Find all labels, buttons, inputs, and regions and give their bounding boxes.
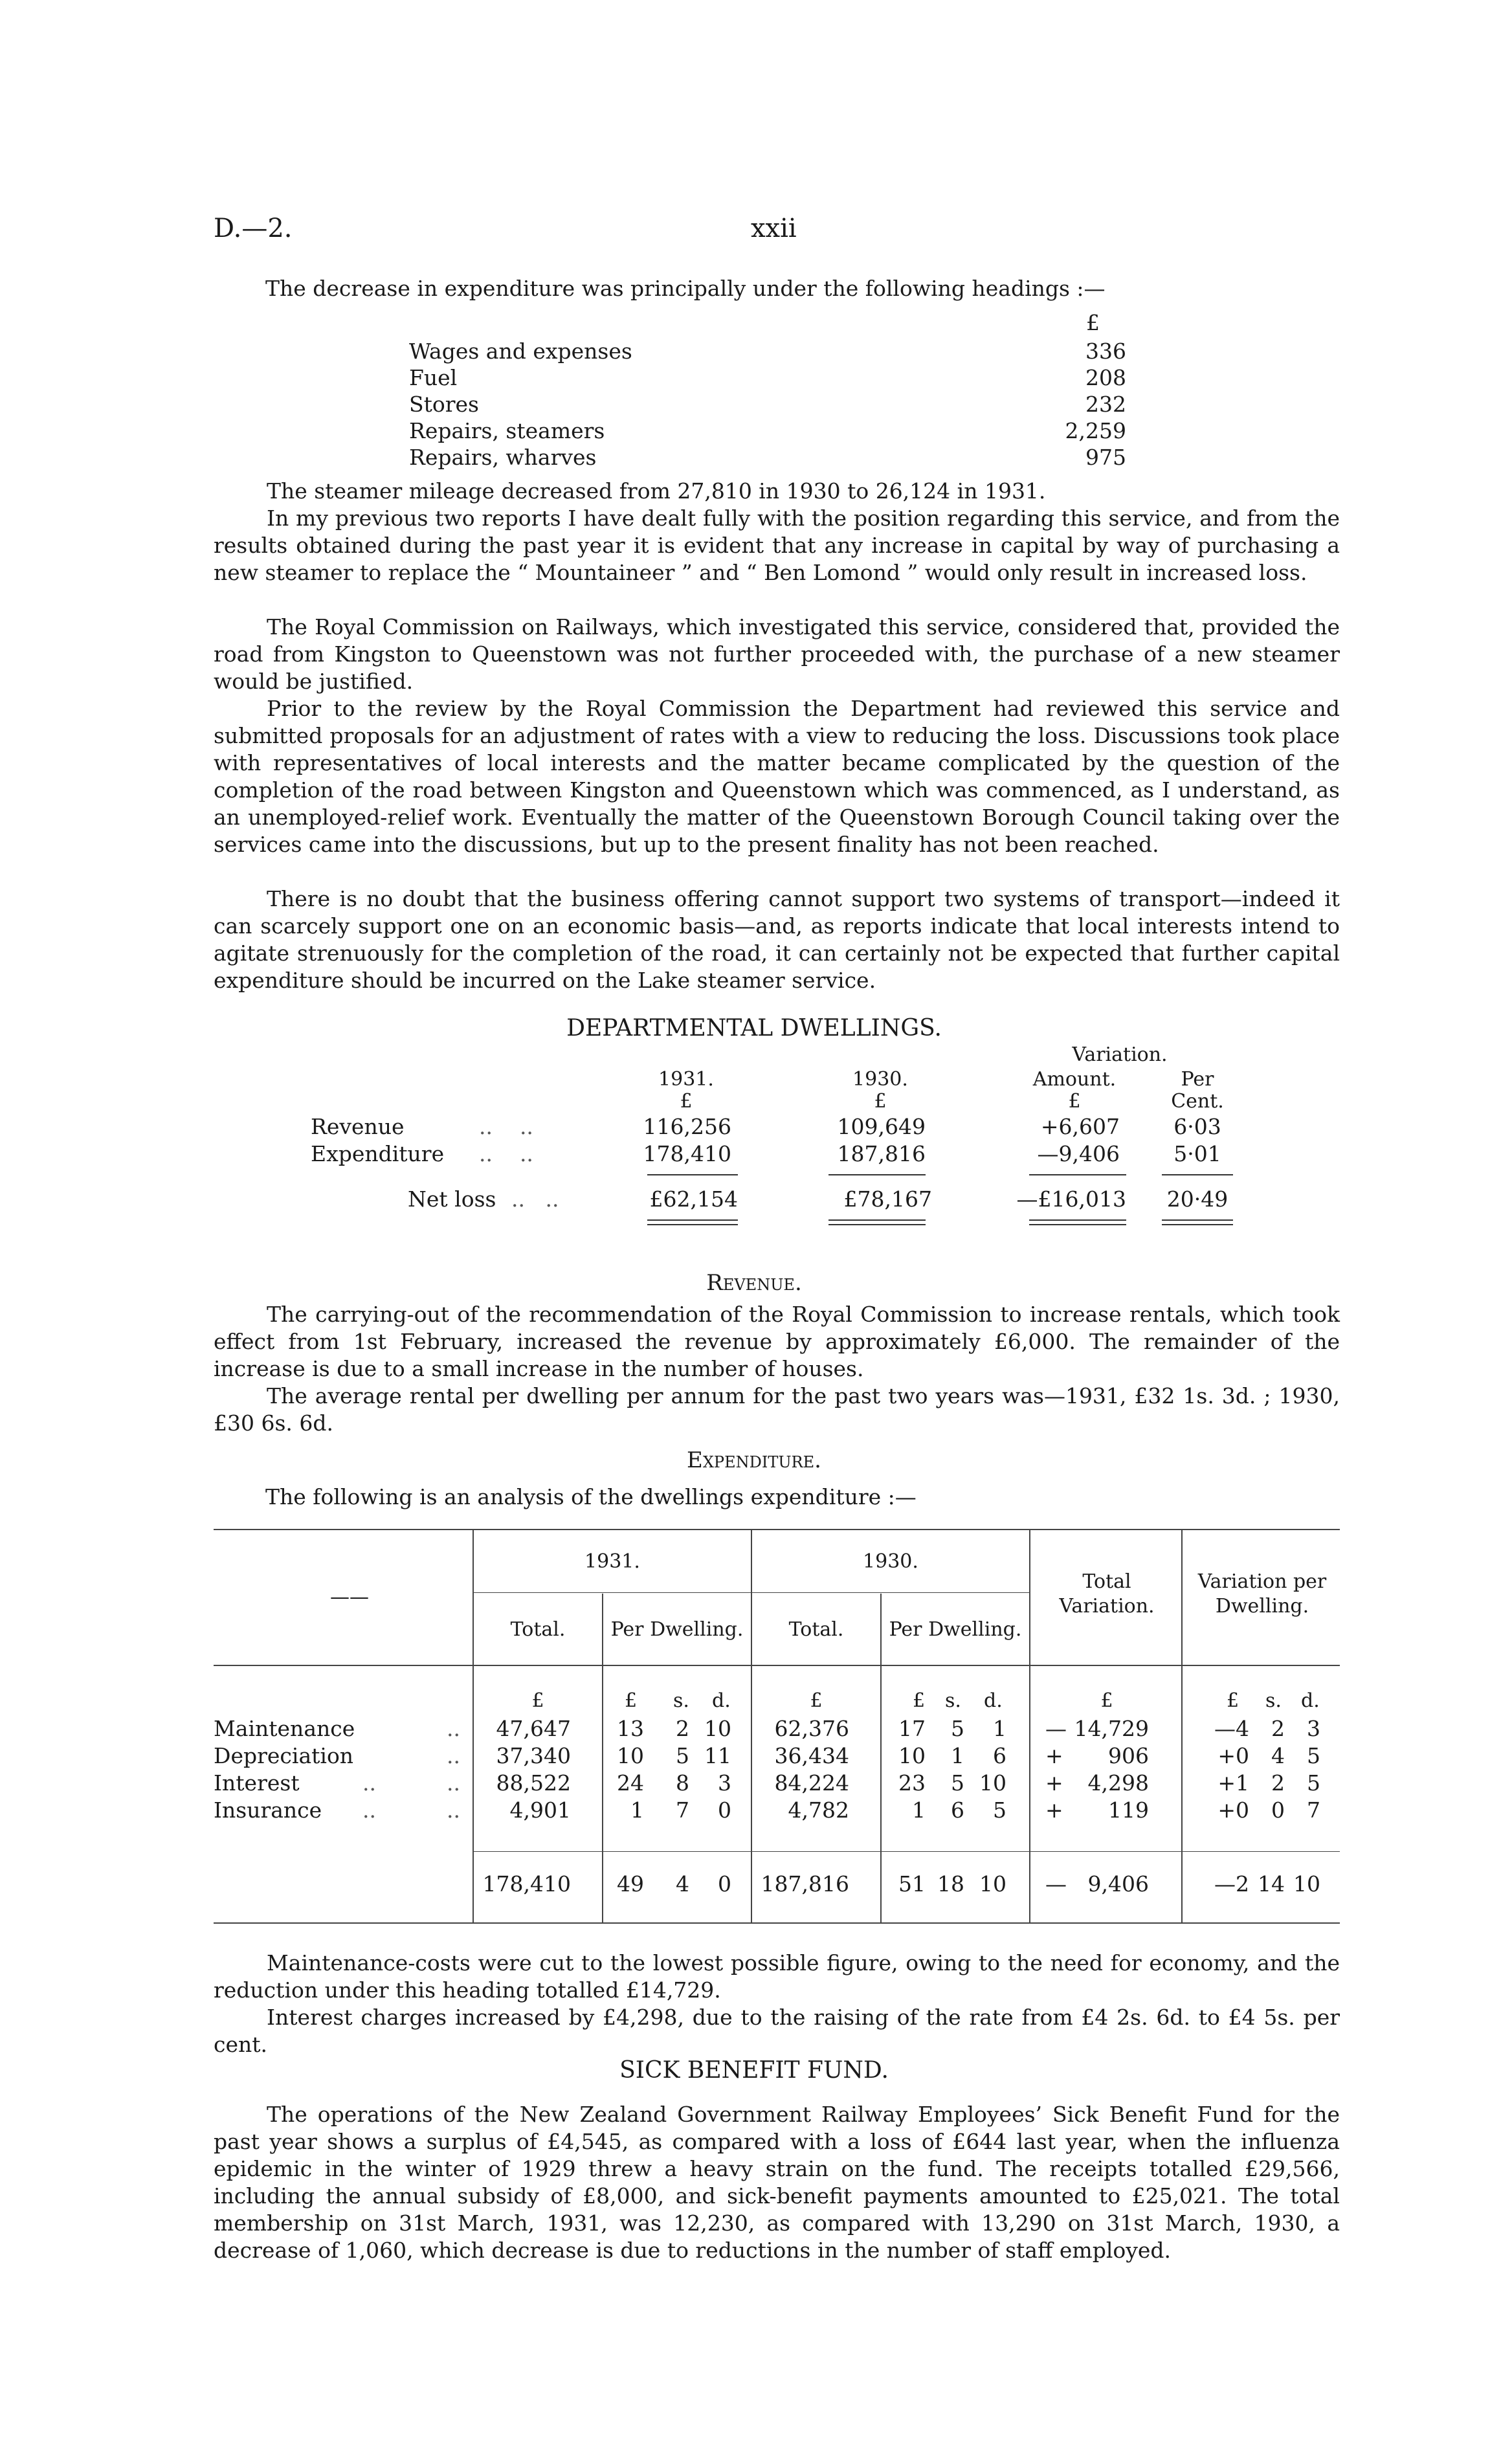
expenditure-percent: 5·01 (1173, 1141, 1221, 1166)
leader-dots: .. (362, 1797, 376, 1823)
unit-pd-1931-s: s. (673, 1689, 689, 1712)
insurance-vpd-shillings: 0 (1271, 1797, 1285, 1823)
interest-total-1931: 88,522 (496, 1770, 571, 1796)
col-1931-heading: 1931. (658, 1068, 714, 1091)
pound-unit: £ (1086, 310, 1100, 335)
revenue-1931: 116,256 (643, 1114, 731, 1139)
totals-rule (472, 1851, 1340, 1852)
interest-pd1931-pounds: 24 (617, 1770, 644, 1796)
leader-dots: .. (447, 1716, 460, 1741)
interest-vpd-pounds: +1 (1217, 1770, 1249, 1796)
unit-total-variation: £ (1100, 1689, 1113, 1712)
insurance-pd1930-pence: 5 (993, 1797, 1006, 1823)
depreciation-vpd-pence: 5 (1307, 1743, 1320, 1768)
double-rule (1029, 1219, 1126, 1221)
table-top-rule (214, 1529, 1340, 1530)
depreciation-pd1931-pence: 11 (704, 1743, 731, 1768)
variation-per-dwelling-header: Variation per Dwelling. (1197, 1570, 1327, 1618)
unit-amount: £ (1068, 1090, 1081, 1113)
leader-dots: .. .. (479, 1114, 533, 1139)
interest-vpd-pence: 5 (1307, 1770, 1320, 1796)
totals-vpd-shillings: 14 (1258, 1871, 1285, 1897)
insurance-vpd-pounds: +0 (1217, 1797, 1249, 1823)
totals-1931: 178,410 (482, 1871, 571, 1897)
leader-dots: .. .. (511, 1186, 559, 1212)
revenue-heading: Revenue. (706, 1270, 802, 1296)
depreciation-pd1931-pounds: 10 (617, 1743, 644, 1768)
interest-vpd-shillings: 2 (1271, 1770, 1285, 1796)
interest-pd1930-pence: 10 (979, 1770, 1006, 1796)
col-1930-heading: 1930. (852, 1068, 908, 1091)
dwellings-title: DEPARTMENTAL DWELLINGS. (566, 1015, 942, 1041)
totals-tv-sign: — (1045, 1871, 1067, 1897)
totals-1930: 187,816 (761, 1871, 849, 1897)
interest-tv-sign: + (1045, 1770, 1063, 1796)
decrease-value-repairs-wharves: 975 (1085, 445, 1126, 470)
unit-1931: £ (680, 1090, 693, 1113)
header-bottom-rule (214, 1665, 1340, 1666)
totals-vpd-pence: 10 (1293, 1871, 1320, 1897)
expenditure-amount: —9,406 (1037, 1141, 1120, 1166)
insurance-total-variation: 119 (1108, 1797, 1149, 1823)
paragraph-previous-reports: In my previous two reports I have dealt fully with the position regarding this service, and from the results obtained during the past year it is evident that any increase in capital by way of purchasing a new steamer to replace the “ Mountaineer ” and “ Ben Lomond ” would only result in increased loss. (214, 506, 1340, 585)
depreciation-vpd-pounds: +0 (1217, 1743, 1249, 1768)
row-label-maintenance: Maintenance (214, 1716, 355, 1741)
maintenance-pd1930-pence: 1 (993, 1716, 1006, 1741)
decrease-label-repairs-steamers: Repairs, steamers (409, 418, 605, 443)
expenditure-heading: Expenditure. (687, 1447, 821, 1473)
col-amount-heading: Amount. (1032, 1068, 1117, 1091)
depreciation-total-1931: 37,340 (496, 1743, 571, 1768)
net-loss-amount: —£16,013 (1016, 1186, 1126, 1212)
unit-pd-1931-d: d. (712, 1689, 731, 1712)
maintenance-pd1931-pounds: 13 (617, 1716, 644, 1741)
insurance-vpd-pence: 7 (1307, 1797, 1320, 1823)
col-per-heading: Per (1181, 1068, 1214, 1091)
insurance-tv-sign: + (1045, 1797, 1063, 1823)
interest-total-variation: 4,298 (1087, 1770, 1149, 1796)
expenditure-1930: 187,816 (837, 1141, 926, 1166)
maintenance-pd1930-shillings: 5 (951, 1716, 964, 1741)
depreciation-pd1930-pounds: 10 (898, 1743, 926, 1768)
decrease-value-fuel: 208 (1085, 365, 1126, 390)
year-1931-header: 1931. (584, 1550, 640, 1573)
subtotal-rule (828, 1174, 926, 1175)
leader-dots: .. (362, 1770, 376, 1796)
maintenance-tv-sign: — (1045, 1716, 1067, 1741)
double-rule (647, 1224, 738, 1225)
interest-total-1930: 84,224 (774, 1770, 849, 1796)
column-rule (1029, 1529, 1030, 1924)
double-rule (647, 1219, 738, 1221)
unit-pd-1930-d: d. (984, 1689, 1003, 1712)
net-loss-percent: 20·49 (1166, 1186, 1228, 1212)
leader-dots: .. .. (479, 1141, 533, 1166)
maintenance-total-variation: 14,729 (1074, 1716, 1149, 1741)
paragraph-average-rental: The average rental per dwelling per annum for the past two years was—1931, £32 1s. 3d. ; 1930, £30 6s. 6d. (214, 1383, 1340, 1436)
unit-pd-1930-pound: £ (913, 1689, 926, 1712)
decrease-label-fuel: Fuel (409, 365, 458, 390)
expenditure-1931: 178,410 (643, 1141, 731, 1166)
revenue-percent: 6·03 (1173, 1114, 1221, 1139)
leader-dots: .. (447, 1743, 460, 1768)
maintenance-vpd-shillings: 2 (1271, 1716, 1285, 1741)
decrease-label-wages: Wages and expenses (409, 339, 632, 364)
table-bottom-rule (214, 1922, 1340, 1924)
depreciation-pd1930-shillings: 1 (951, 1743, 964, 1768)
insurance-pd1930-shillings: 6 (951, 1797, 964, 1823)
maintenance-total-1930: 62,376 (774, 1716, 849, 1741)
net-loss-1931: £62,154 (649, 1186, 738, 1212)
double-rule (828, 1219, 926, 1221)
paragraph-sick-benefit: The operations of the New Zealand Government Railway Employees’ Sick Benefit Fund for the past year shows a surplus of £4,545, as compared with a loss of £644 last year, when the influenza epidemic in the winter of 1929 threw a heavy strain on the fund. The receipts totalled £29,566, including the annual subsidy of £8,000, and sick-benefit payments amounted to £25,021. The total membership on 31st March, 1931, was 12,230, as compared with 13,290 on 31st March, 1930, a decrease of 1,060, which decrease is due to reductions in the number of staff employed. (214, 2102, 1340, 2263)
interest-pd1930-pounds: 23 (898, 1770, 926, 1796)
year-1930-header: 1930. (863, 1550, 918, 1573)
subtotal-rule (1162, 1174, 1233, 1175)
totals-total-variation: 9,406 (1087, 1871, 1149, 1897)
paragraph-royal-commission: The Royal Commission on Railways, which investigated this service, considered that, provided the road from Kingston to Queenstown was not further proceeded with, the purchase of a new steamer would be justified. (214, 614, 1340, 694)
totals-pd1930-shillings: 18 (937, 1871, 964, 1897)
subtotal-rule (1029, 1174, 1126, 1175)
decrease-value-stores: 232 (1085, 392, 1126, 417)
column-rule (602, 1594, 603, 1924)
depreciation-total-1930: 36,434 (774, 1743, 849, 1768)
row-label-expenditure: Expenditure (311, 1141, 445, 1166)
intro-text: The decrease in expenditure was principally under the following headings :— (265, 276, 1106, 301)
paragraph-steamer-mileage: The steamer mileage decreased from 27,810 in 1930 to 26,124 in 1931. (267, 478, 1046, 504)
column-rule (1181, 1529, 1183, 1924)
unit-total-1930: £ (810, 1689, 823, 1712)
depreciation-tv-sign: + (1045, 1743, 1063, 1768)
decrease-label-stores: Stores (409, 392, 479, 417)
row-label-insurance: Insurance (214, 1797, 322, 1823)
paragraph-no-doubt: There is no doubt that the business offering cannot support two systems of transport—indeed it can scarcely support one on an economic basis—and, as reports indicate that local interests intend to agitate strenuously for the completion of the road, it can certainly not be expected that further capital expenditure should be incurred on the Lake steamer service. (214, 886, 1340, 993)
double-rule (1029, 1224, 1126, 1225)
unit-total-1931: £ (531, 1689, 544, 1712)
paragraph-revenue-rentals: The carrying-out of the recommendation of the Royal Commission to increase rentals, which took effect from 1st February, increased the revenue by approximately £6,000. The remainder of the increase is due to a small increase in the number of houses. (214, 1302, 1340, 1381)
totals-pd1930-pounds: 51 (898, 1871, 926, 1897)
subtotal-rule (647, 1174, 738, 1175)
row-label-interest: Interest (214, 1770, 300, 1796)
decrease-value-wages: 336 (1085, 339, 1126, 364)
total-1930-header: Total. (788, 1618, 844, 1641)
expenditure-intro: The following is an analysis of the dwellings expenditure :— (265, 1484, 917, 1509)
paragraph-interest-charges: Interest charges increased by £4,298, due to the raising of the rate from £4 2s. 6d. to £4 5s. per cent. (214, 2005, 1340, 2057)
interest-pd1931-shillings: 8 (676, 1770, 689, 1796)
totals-pd1931-shillings: 4 (676, 1871, 689, 1897)
insurance-pd1930-pounds: 1 (912, 1797, 926, 1823)
depreciation-pd1930-pence: 6 (993, 1743, 1006, 1768)
revenue-1930: 109,649 (837, 1114, 926, 1139)
blank-header: —— (330, 1586, 369, 1608)
interest-pd1931-pence: 3 (718, 1770, 731, 1796)
maintenance-vpd-pence: 3 (1307, 1716, 1320, 1741)
totals-pd1931-pounds: 49 (617, 1871, 644, 1897)
col-cent-heading: Cent. (1171, 1090, 1224, 1113)
row-label-depreciation: Depreciation (214, 1743, 354, 1768)
totals-pd1930-pence: 10 (979, 1871, 1006, 1897)
unit-pd-1930-s: s. (945, 1689, 961, 1712)
unit-vpd-pound: £ (1227, 1689, 1240, 1712)
totals-pd1931-pence: 0 (718, 1871, 731, 1897)
leader-dots: .. (447, 1797, 460, 1823)
decrease-label-repairs-wharves: Repairs, wharves (409, 445, 597, 470)
sick-benefit-title: SICK BENEFIT FUND. (619, 2057, 889, 2084)
column-rule (880, 1594, 882, 1924)
decrease-value-repairs-steamers: 2,259 (1065, 418, 1126, 443)
paragraph-maintenance-costs: Maintenance-costs were cut to the lowest possible figure, owing to the need for economy, and the reduction under this heading totalled £14,729. (214, 1950, 1340, 2003)
unit-pd-1931-pound: £ (625, 1689, 638, 1712)
insurance-pd1931-shillings: 7 (676, 1797, 689, 1823)
maintenance-pd1931-shillings: 2 (676, 1716, 689, 1741)
maintenance-vpd-pounds: —4 (1214, 1716, 1249, 1741)
double-rule (1162, 1219, 1233, 1221)
per-dwelling-1931-header: Per Dwelling. (610, 1618, 744, 1641)
net-loss-1930: £78,167 (843, 1186, 932, 1212)
leader-dots: .. (447, 1770, 460, 1796)
unit-vpd-s: s. (1265, 1689, 1282, 1712)
total-variation-header: Total Variation. (1059, 1570, 1155, 1618)
page-number: xxii (751, 214, 797, 243)
row-label-revenue: Revenue (311, 1114, 405, 1139)
revenue-amount: +6,607 (1040, 1114, 1120, 1139)
row-label-net-loss: Net loss (408, 1186, 496, 1212)
insurance-pd1931-pence: 0 (718, 1797, 731, 1823)
depreciation-pd1931-shillings: 5 (676, 1743, 689, 1768)
depreciation-vpd-shillings: 4 (1271, 1743, 1285, 1768)
variation-heading: Variation. (1072, 1043, 1168, 1066)
maintenance-total-1931: 47,647 (496, 1716, 571, 1741)
insurance-total-1931: 4,901 (509, 1797, 571, 1823)
depreciation-total-variation: 906 (1108, 1743, 1149, 1768)
per-dwelling-1930-header: Per Dwelling. (889, 1618, 1022, 1641)
maintenance-pd1931-pence: 10 (704, 1716, 731, 1741)
unit-vpd-d: d. (1301, 1689, 1320, 1712)
total-1931-header: Total. (510, 1618, 566, 1641)
document-reference: D.—2. (214, 214, 293, 243)
double-rule (828, 1224, 926, 1225)
unit-1930: £ (874, 1090, 887, 1113)
insurance-pd1931-pounds: 1 (630, 1797, 644, 1823)
maintenance-pd1930-pounds: 17 (898, 1716, 926, 1741)
paragraph-prior-review: Prior to the review by the Royal Commission the Department had reviewed this service and submitted proposals for an adjustment of rates with a view to reducing the loss. Discussions took place with representatives of local interests and the matter became complicated by the question of the completion of the road between Kingston and Queenstown which was commenced, as I understand, as an unemployed-relief work. Eventually the matter of the Queenstown Borough Council taking over the services came into the discussions, but up to the present finality has not been reached. (214, 696, 1340, 857)
interest-pd1930-shillings: 5 (951, 1770, 964, 1796)
subheader-rule (472, 1592, 1029, 1593)
double-rule (1162, 1224, 1233, 1225)
insurance-total-1930: 4,782 (788, 1797, 849, 1823)
totals-vpd-pounds: —2 (1214, 1871, 1249, 1897)
